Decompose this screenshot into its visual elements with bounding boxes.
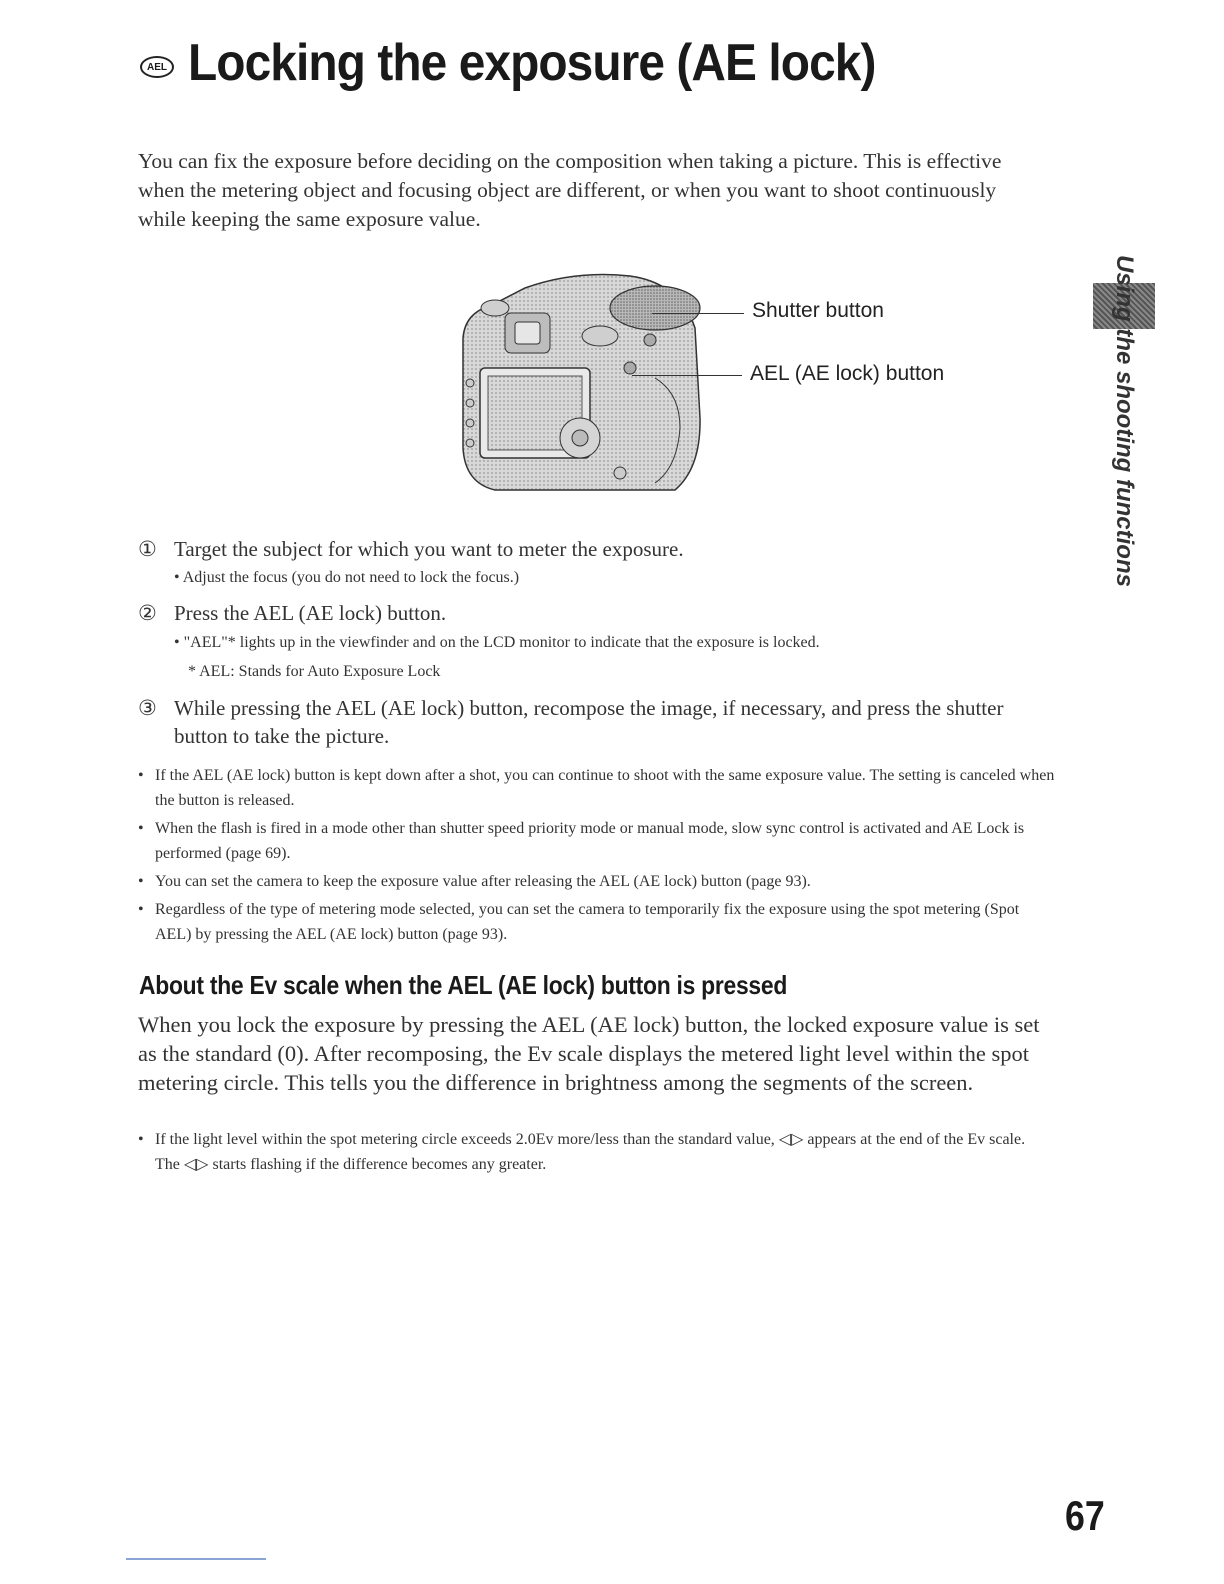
step-text: Target the subject for which you want to meter the exposure. xyxy=(174,537,684,561)
list-item: • When the flash is fired in a mode other than shutter speed priority mode or manual mode, slow sync control is activated and AE Lock is performed (page 69). xyxy=(138,820,1025,862)
step-3 xyxy=(138,694,1038,750)
footer-rule xyxy=(126,1558,266,1560)
page-title-row xyxy=(140,28,935,98)
list-item: • Regardless of the type of metering mode selected, you can set the camera to temporarily fix the exposure using the spot metering (Spot AEL) by pressing the AEL (AE lock) button (page 93). xyxy=(138,901,1020,943)
section-note xyxy=(138,1127,1038,1180)
step-text: While pressing the AEL (AE lock) button, recompose the image, if necessary, and press the shutter button to take the picture. xyxy=(174,696,1004,748)
camera-drawing xyxy=(455,268,710,498)
notes-list xyxy=(138,763,1058,950)
ael-callout-line xyxy=(632,375,742,376)
section-paragraph: When you lock the exposure by pressing the AEL (AE lock) button, the locked exposure value is set as the standard (0). After recomposing, the Ev scale displays the metered light level within the spot metering circle. This tells you the difference in brightness among the segments of the screen. xyxy=(138,1012,1040,1095)
step-2-note: • "AEL"* lights up in the viewfinder and on the LCD monitor to indicate that the exposure is locked. xyxy=(174,634,820,651)
intro-paragraph: You can fix the exposure before deciding on the composition when taking a picture. This is effective when the metering object and focusing object are different, or when you want to shoot continuously while keeping the same exposure value. xyxy=(138,149,1002,231)
step-number: ③ xyxy=(138,696,157,720)
camera-illustration xyxy=(455,268,710,498)
ael-button-label: AEL (AE lock) button xyxy=(750,362,945,385)
page-title: Locking the exposure (AE lock) xyxy=(188,34,876,92)
step-1-note: • Adjust the focus (you do not need to lock the focus.) xyxy=(174,569,520,586)
step-text: Press the AEL (AE lock) button. xyxy=(174,601,447,625)
list-item: • If the light level within the spot metering circle exceeds 2.0Ev more/less than the standard value, ◁▷ appears at the end of the Ev scale. The ◁▷ starts flashing if the difference becomes any greater. xyxy=(138,1131,1026,1173)
section-heading: About the Ev scale when the AEL (AE lock) button is pressed xyxy=(139,970,788,1000)
shutter-button-label: Shutter button xyxy=(752,299,884,322)
list-item: • You can set the camera to keep the exposure value after releasing the AEL (AE lock) button (page 93). xyxy=(138,873,811,890)
section-tab-label: Using the shooting functions xyxy=(1111,255,1138,587)
step-number: ② xyxy=(138,601,157,625)
step-number: ① xyxy=(138,537,157,561)
list-item: • If the AEL (AE lock) button is kept down after a shot, you can continue to shoot with the same exposure value. The setting is canceled when the button is released. xyxy=(138,767,1055,809)
ael-icon: AEL xyxy=(140,56,174,78)
step-2 xyxy=(138,599,1038,627)
step-2-footnote: * AEL: Stands for Auto Exposure Lock xyxy=(188,663,441,680)
page-number: 67 xyxy=(1065,1492,1105,1539)
step-1 xyxy=(138,535,1038,563)
shutter-callout-line xyxy=(652,313,744,314)
